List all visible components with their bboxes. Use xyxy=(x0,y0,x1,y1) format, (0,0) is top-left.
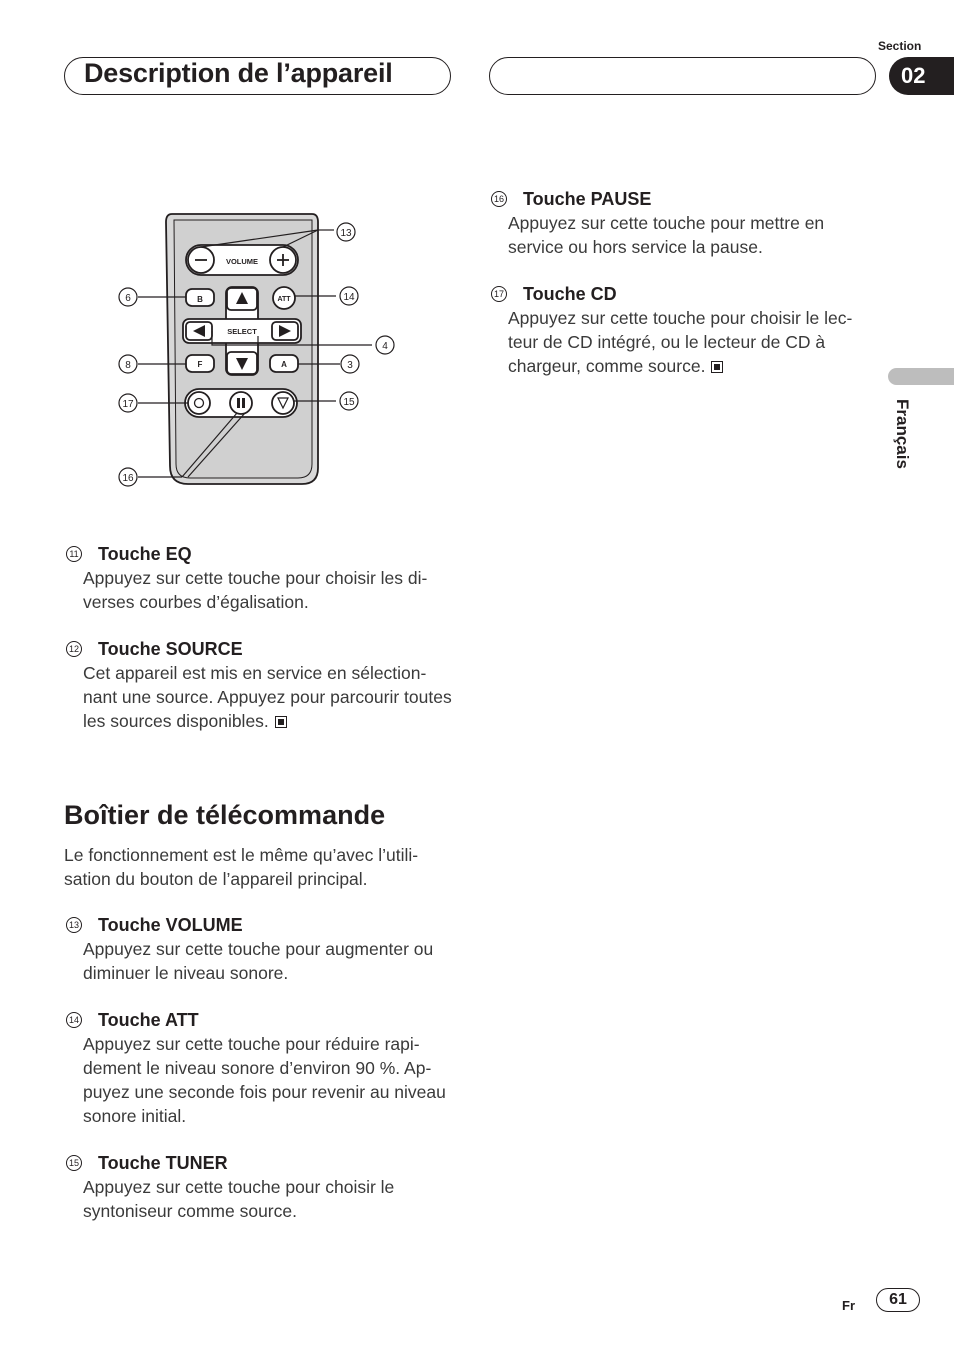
item-title: Touche ATT xyxy=(98,1009,199,1030)
item-body: Cet appareil est mis en service en sélection-nant une source. Appuyez pour parcourir toutes les sources disponibles. xyxy=(83,663,452,731)
item-tuner xyxy=(64,1151,454,1223)
section-number-badge: 02 xyxy=(889,57,954,95)
remote-button-a-label: A xyxy=(281,360,287,369)
language-tab-marker xyxy=(888,368,954,385)
item-number: 16 xyxy=(491,191,507,207)
remote-select-label: SELECT xyxy=(227,327,257,336)
end-of-section-icon xyxy=(711,361,723,373)
page-number: 61 xyxy=(876,1288,920,1312)
header-pill-right xyxy=(489,57,876,95)
item-title: Touche TUNER xyxy=(98,1152,228,1173)
item-number: 17 xyxy=(491,286,507,302)
callout-14: 14 xyxy=(343,292,355,303)
item-number: 15 xyxy=(66,1155,82,1171)
section-title: Description de l’appareil xyxy=(84,58,393,88)
item-source xyxy=(64,637,454,733)
callout-8: 8 xyxy=(125,360,131,371)
item-att xyxy=(64,1008,454,1128)
footer-language-code: Fr xyxy=(842,1298,855,1313)
item-number: 12 xyxy=(66,641,82,657)
item-title: Touche SOURCE xyxy=(98,638,243,659)
remote-section-intro: Le fonctionnement est le même qu’avec l’utili-sation du bouton de l’appareil principal. xyxy=(64,845,419,889)
item-body: Appuyez sur cette touche pour réduire rapi-dement le niveau sonore d’environ 90 %. Ap-puyez une seconde fois pour revenir au niveau sonore initial. xyxy=(83,1034,446,1126)
remote-button-f-label: F xyxy=(197,360,203,369)
section-label: Section xyxy=(878,39,922,53)
item-title: Touche PAUSE xyxy=(523,188,652,209)
remote-button-att-label: ATT xyxy=(277,296,291,303)
item-pause xyxy=(489,187,879,259)
end-of-section-icon xyxy=(275,716,287,728)
callout-16: 16 xyxy=(122,473,134,484)
callout-15: 15 xyxy=(343,397,355,408)
item-number: 14 xyxy=(66,1012,82,1028)
item-cd xyxy=(489,282,879,378)
callout-17: 17 xyxy=(122,399,134,410)
item-title: Touche EQ xyxy=(98,543,192,564)
item-number: 13 xyxy=(66,917,82,933)
item-eq xyxy=(64,542,454,614)
callout-13: 13 xyxy=(340,228,352,239)
callout-6: 6 xyxy=(125,293,131,304)
item-body: Appuyez sur cette touche pour choisir les di-verses courbes d’égalisation. xyxy=(83,568,428,612)
item-body: Appuyez sur cette touche pour choisir le lec-teur de CD intégré, ou le lecteur de CD à chargeur, comme source. xyxy=(508,308,853,376)
item-body: Appuyez sur cette touche pour choisir le syntoniseur comme source. xyxy=(83,1177,395,1221)
item-number: 11 xyxy=(66,546,82,562)
callout-3: 3 xyxy=(347,360,353,371)
item-title: Touche VOLUME xyxy=(98,914,243,935)
language-tab-label: Français xyxy=(893,399,912,469)
remote-control-illustration xyxy=(110,210,400,500)
item-body: Appuyez sur cette touche pour mettre en service ou hors service la pause. xyxy=(508,213,825,257)
item-volume xyxy=(64,913,454,985)
item-title: Touche CD xyxy=(523,283,617,304)
item-body: Appuyez sur cette touche pour augmenter ou diminuer le niveau sonore. xyxy=(83,939,434,983)
remote-volume-label: VOLUME xyxy=(225,257,259,266)
callout-4: 4 xyxy=(382,341,388,352)
remote-section-heading: Boîtier de télécommande xyxy=(64,800,386,830)
remote-button-b-label: B xyxy=(197,295,203,304)
